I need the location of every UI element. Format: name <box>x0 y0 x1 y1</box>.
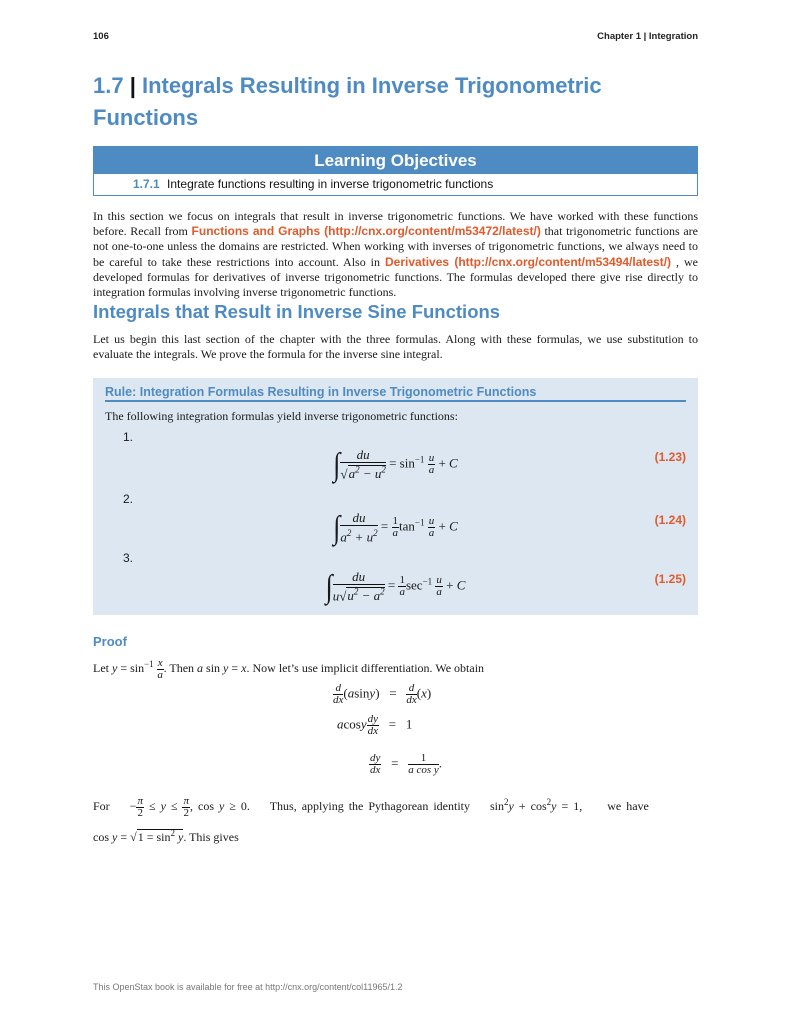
formula-item-number: 1. <box>123 430 134 444</box>
proof-text: Let <box>93 661 109 675</box>
footer-note: This OpenStax book is available for free at http://cnx.org/content/col11965/1.2 <box>93 982 403 992</box>
proof-text: For <box>93 799 110 813</box>
subsection-heading: Integrals that Result in Inverse Sine Functions <box>93 301 501 322</box>
formula-item-number: 2. <box>123 492 134 506</box>
section-title-text: Integrals Resulting in Inverse Trigonometric Functions <box>93 73 602 130</box>
formula-arctan: ∫ $\frac{du}{a^2 + u^2}$ = $\frac{1}{a}$ $\tan^{-1}$ $\frac{u}{a}$ + C <box>333 508 458 546</box>
integral-sign: ∫ <box>333 445 341 483</box>
fraction-u-over-a: $\frac{u}{a}$ <box>428 452 435 477</box>
derivation-step-2: acosy $\frac{dy}{dx}$ = 1 <box>337 713 413 737</box>
objective-text: Integrate functions resulting in inverse trigonometric functions <box>167 177 494 191</box>
proof-line-1: Let $y = \sin^{-1}$ $\frac{x}{a}$ . Then a sin y = x. Now let’s use implicit differentiation. We obtain <box>93 656 485 681</box>
proof-text: . Now let’s use implicit differentiation. We obtain <box>246 661 485 675</box>
fraction-one-over-a: $\frac{1}{a}$ <box>399 574 405 599</box>
intro-text-3: , we developed formulas for derivatives of inverse trigonometric functions. The formulas developed there give rise directly to integration formulas involving inverse trigonometric functions. <box>93 254 699 300</box>
formula-arcsec: ∫ $\frac{du}{u√u^2 - a^2}$ = $\frac{1}{a}$ $\sec^{-1}$ $\frac{u}{a}$ + C <box>325 567 466 605</box>
fraction: $\frac{du}{u√u^2 - a^2}$ <box>332 569 385 604</box>
fraction: $\frac{du}{a^2 + u^2}$ <box>340 510 378 545</box>
fraction-x-over-a: $\frac{x}{a}$ <box>157 656 163 681</box>
derivation-step-3: $\frac{dy}{dx}$ = $\frac{1}{\text{a cos y}}$ . <box>370 752 443 776</box>
learning-objective-item <box>94 174 697 195</box>
formula-arcsin: ∫ $\frac{du}{√a^2 - u^2}$ = $\sin^{-1}$ $\frac{u}{a}$ + C <box>333 445 458 483</box>
proof-heading: Proof <box>93 634 127 649</box>
fraction: $\frac{du}{√a^2 - u^2}$ <box>340 447 386 482</box>
objective-number: 1.7.1 <box>133 177 160 191</box>
rule-title: Rule: Integration Formulas Resulting in Inverse Trigonometric Functions <box>105 385 686 402</box>
proof-paragraph-2-cont: $\cos y = √1 = \sin^2 y$. This gives <box>93 828 239 844</box>
rule-intro: The following integration formulas yield inverse trigonometric functions: <box>105 409 458 423</box>
chapter-label: Chapter 1 | Integration <box>597 31 698 42</box>
learning-objectives-heading: Learning Objectives <box>94 147 697 174</box>
fraction-u-over-a: $\frac{u}{a}$ <box>428 515 435 540</box>
subsection-paragraph: Let us begin this last section of the chapter with the three formulas. Along with these formulas, we use substitution to evaluate the integrals. We prove the formula for the inverse sine integral. <box>93 332 698 362</box>
proof-text: . Then <box>163 661 195 675</box>
equation-number: (1.25) <box>654 572 686 586</box>
intro-text-2: that trigonometric functions are not one-to-one unless the domains are restricted. When working with inverses of trigonometric functions, we always need to be careful to take these restrictions into account. Also in <box>93 224 698 269</box>
equation-number: (1.24) <box>654 513 686 527</box>
page-number: 106 <box>93 31 109 42</box>
section-number: 1.7 <box>93 73 124 98</box>
section-title <box>93 70 698 134</box>
equation-number: (1.23) <box>654 450 686 464</box>
proof-text: . This gives <box>183 830 239 844</box>
derivatives-link[interactable]: Derivatives (http://cnx.org/content/m53494/latest/) <box>385 254 672 269</box>
integral-sign: ∫ <box>325 567 333 605</box>
learning-objectives-box <box>93 146 698 196</box>
title-separator: | <box>129 73 136 98</box>
proof-text: we have <box>607 799 649 813</box>
fraction-one-over-a: $\frac{1}{a}$ <box>392 515 398 540</box>
rule-box <box>93 378 698 615</box>
intro-text-1: In this section we focus on integrals that result in inverse trigonometric functions. We have worked with these functions before. Recall from <box>93 209 698 239</box>
functions-and-graphs-link[interactable]: Functions and Graphs (http://cnx.org/content/m53472/latest/) <box>191 224 541 239</box>
intro-paragraph <box>93 209 698 300</box>
derivation-step-1: $\frac{d}{dx}$ (asiny) = $\frac{d}{dx}$ (x) <box>333 682 432 706</box>
proof-text: Thus, applying the Pythagorean identity <box>269 799 471 813</box>
integral-sign: ∫ <box>333 508 341 546</box>
formula-item-number: 3. <box>123 551 134 565</box>
proof-paragraph-2: For − $\frac{\pi}{2}$ ≤ y ≤ $\frac{\pi}{2}$ , cos y ≥ 0. Thus, applying the Pythagorean identity $\sin^2y + \cos^2y = 1$, we have <box>93 794 649 819</box>
fraction-u-over-a: $\frac{u}{a}$ <box>436 574 442 599</box>
